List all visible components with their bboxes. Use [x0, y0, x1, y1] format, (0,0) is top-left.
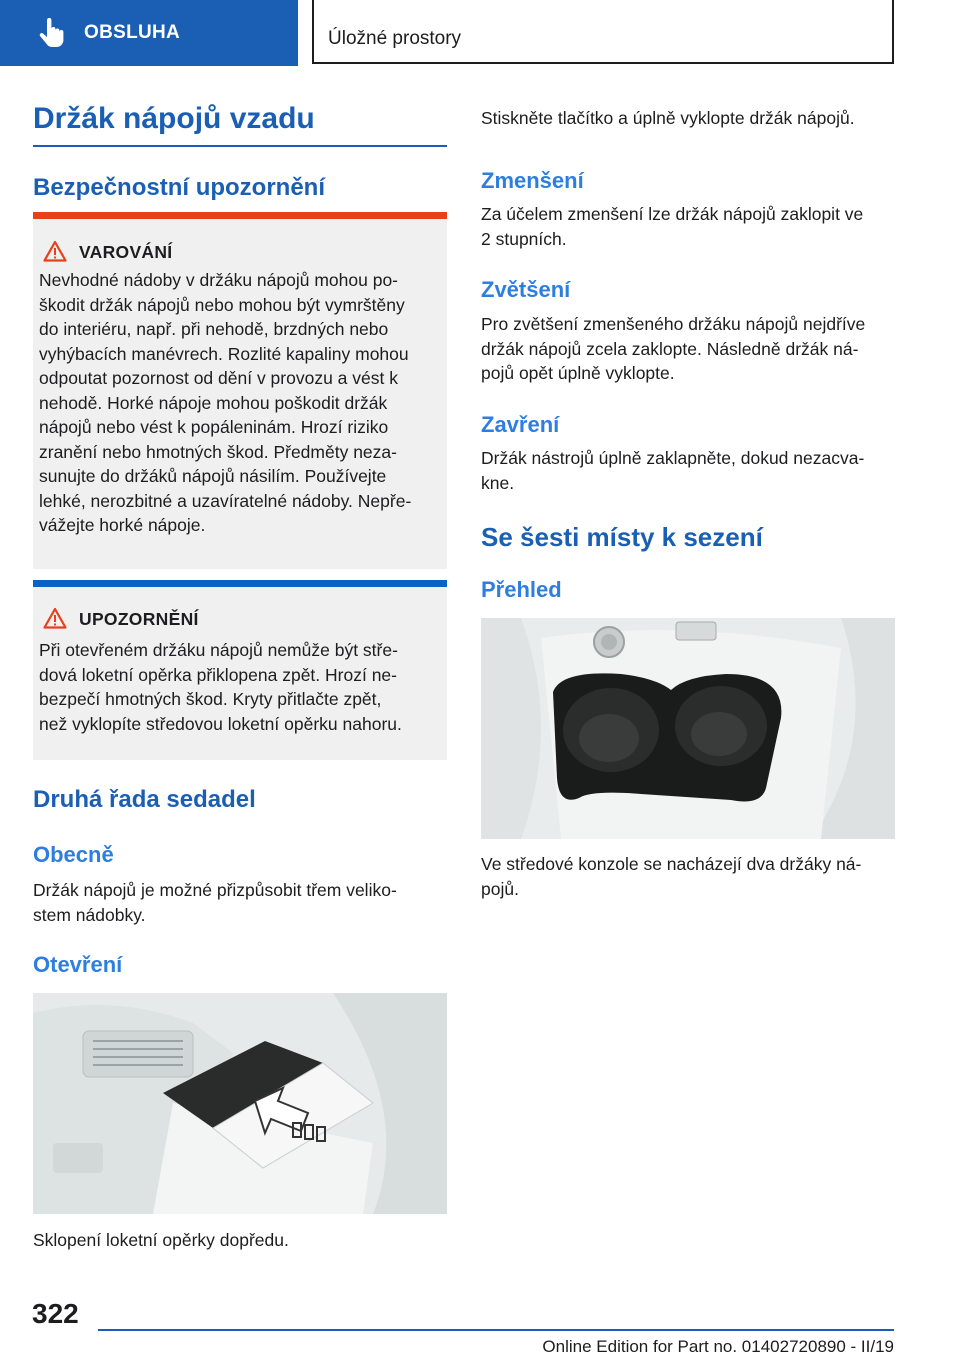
safety-heading: Bezpečnostní upozornění: [33, 174, 326, 201]
notice-line: Při otevřeném držáku nápojů nemůže být stře-: [39, 640, 398, 660]
general-text: [33, 878, 397, 927]
warning-line: nápojů nebo vést k popáleninám. Hrozí riziko: [39, 417, 389, 437]
warning-box: [33, 212, 447, 569]
warning-line: sunujte do držáků nápojů násilím. Používejte: [39, 466, 387, 486]
reduce-line: Za účelem zmenšení lze držák nápojů zaklopit ve: [481, 204, 864, 224]
hand-pointer-icon: [38, 18, 64, 48]
footer-rule: [98, 1329, 894, 1331]
warning-triangle-icon: [43, 240, 67, 262]
chapter-label: Úložné prostory: [328, 28, 462, 49]
warning-line: lehké, nerozbitné a uzavíratelné nádoby. Nepře-: [39, 490, 412, 511]
warning-line: zranění nebo hmotných škod. Předměty neza-: [39, 441, 397, 462]
warning-line: nehodě. Horké nápoje mohou poškodit držák: [39, 392, 388, 413]
warning-bar: [33, 212, 447, 219]
reduce-heading: Zmenšení: [481, 168, 584, 193]
second-row-heading: Druhá řada sedadel: [33, 786, 256, 813]
title-underline: [33, 145, 447, 147]
enlarge-line: pojů opět úplně vyklopte.: [481, 363, 675, 383]
enlarge-line: Pro zvětšení zmenšeného držáku nápojů nejdříve: [481, 314, 866, 334]
armrest-illustration: [33, 993, 447, 1214]
overview-heading: Přehled: [481, 577, 562, 602]
armrest-caption: Sklopení loketní opěrky dopředu.: [33, 1230, 289, 1250]
six-seats-heading: Se šesti místy k sezení: [481, 522, 763, 552]
general-heading: Obecně: [33, 842, 114, 867]
edition-label: Online Edition for Part no. 01402720890 - II/19: [542, 1337, 894, 1356]
cupholder-photo: [481, 618, 895, 839]
reduce-text: [481, 202, 863, 251]
warning-line: do interiéru, např. při nehodě, brzdných nebo: [39, 319, 389, 339]
notice-line: než vyklopíte středovou loketní opěrku nahoru.: [39, 713, 402, 734]
caption-line: Ve středové konzole se nacházejí dva držáky ná-: [481, 854, 862, 874]
chapter-header: [312, 0, 894, 64]
intro-text: Stiskněte tlačítko a úplně vyklopte držák nápojů.: [481, 108, 855, 128]
warning-line: Nevhodné nádoby v držáku nápojů mohou po-: [39, 270, 398, 290]
reduce-line: 2 stupních.: [481, 228, 567, 249]
enlarge-line: držák nápojů zcela zaklopte. Následně držák ná-: [481, 338, 859, 359]
warning-text: [39, 268, 441, 538]
cupholder-caption: [481, 852, 861, 901]
close-heading: Zavření: [481, 412, 560, 437]
notice-bar: [33, 580, 447, 587]
notice-line: dová loketní opěrka přiklopena zpět. Hrozí ne-: [39, 664, 397, 685]
general-line: Držák nápojů je možné přizpůsobit třem veliko-: [33, 880, 397, 900]
close-line: kne.: [481, 472, 515, 493]
enlarge-text: [481, 312, 865, 386]
general-line: stem nádobky.: [33, 904, 146, 925]
opening-heading: Otevření: [33, 952, 123, 977]
section-tab[interactable]: [0, 0, 298, 66]
caution-triangle-icon: [43, 607, 67, 629]
armrest-photo: [33, 993, 447, 1214]
close-line: Držák nástrojů úplně zaklapněte, dokud nezacva-: [481, 448, 865, 468]
caption-line: pojů.: [481, 878, 519, 899]
cupholder-illustration: [481, 618, 895, 839]
warning-line: vážejte horké nápoje.: [39, 515, 206, 535]
warning-line: škodit držák nápojů nebo mohou být vymrštěny: [39, 294, 405, 315]
enlarge-heading: Zvětšení: [481, 277, 571, 302]
section-label: OBSLUHA: [84, 22, 181, 43]
page-title: Držák nápojů vzadu: [33, 102, 315, 135]
notice-line: bezpečí hmotných škod. Kryty přitlačte zpět,: [39, 689, 382, 709]
close-text: [481, 446, 864, 495]
notice-text: [39, 638, 441, 736]
warning-title: VAROVÁNÍ: [79, 242, 173, 262]
page-number: 322: [32, 1298, 79, 1329]
warning-line: vyhýbacích manévrech. Rozlité kapaliny mohou: [39, 343, 409, 364]
notice-box: [33, 580, 447, 760]
warning-line: odpoutat pozornost od dění v provozu a vést k: [39, 368, 398, 388]
notice-title: UPOZORNĚNÍ: [79, 609, 199, 629]
